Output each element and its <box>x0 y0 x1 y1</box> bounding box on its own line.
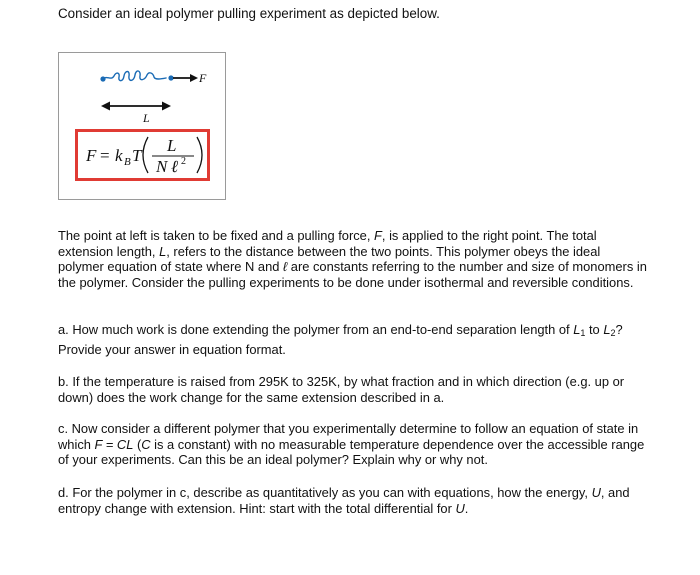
qd-var-u2: U <box>455 500 465 516</box>
question-c <box>58 421 648 468</box>
qa-text-1: a. How much work is done extending the polymer from an end-to-end separation length of <box>58 322 574 337</box>
qd-text-2: , and entropy change with extension. Hint: start with the total differential for <box>58 485 630 516</box>
main-text-1: The point at left is taken to be fixed and a pulling force, <box>58 228 375 243</box>
intro-text: Consider an ideal polymer pulling experiment as depicted below. <box>58 6 440 21</box>
eq-right-paren-icon <box>197 137 202 173</box>
main-var-l: L <box>159 243 167 259</box>
eq-temp: T <box>132 146 142 165</box>
question-a <box>58 322 648 357</box>
eq-lhs: F <box>86 146 97 165</box>
qd-var-u: U <box>591 485 601 500</box>
qa-text-3: ? Provide your answer in equation format. <box>58 322 623 357</box>
qd-text-1: d. For the polymer in c, describe as quantitatively as you can with equations, how the energy, <box>58 485 592 500</box>
main-text-4: are constants referring to the number and size of monomers in the polymer. Consider the pulling experiments to be done under isothermal and reversible conditions. <box>58 259 647 290</box>
equation-box <box>75 129 210 181</box>
qc-text-2: ( <box>133 436 142 452</box>
pulled-point-icon <box>168 75 173 80</box>
qa-var-l2-sub: 2 <box>610 328 616 338</box>
main-text-3: , refers to the distance between the two points. This polymer obeys the ideal polymer equation of state where N and <box>58 243 601 274</box>
qa-var-l2: L <box>603 322 611 337</box>
eq-equals: = <box>100 146 110 165</box>
main-var-f: F <box>374 228 382 243</box>
eq-denominator-n: N <box>156 157 168 176</box>
eq-left-paren-icon <box>143 137 148 173</box>
qd-text-3: . <box>464 500 469 516</box>
qa-var-l1-sub: 1 <box>580 328 586 338</box>
main-var-ell: ℓ <box>283 259 288 274</box>
qa-var-l1: L <box>573 322 581 337</box>
main-paragraph <box>58 228 648 290</box>
qc-equation: F = CL <box>94 436 134 452</box>
eq-denominator-exp: 2 <box>181 156 186 167</box>
length-arrowhead-left-icon <box>101 102 110 111</box>
eq-numerator: L <box>167 136 177 155</box>
polymer-figure <box>58 52 226 200</box>
qa-text-2: to <box>585 322 604 337</box>
polymer-chain-icon <box>103 71 166 81</box>
main-text-2: , is applied to the right point. The total extension length, <box>58 228 597 259</box>
force-label: F <box>199 71 207 85</box>
eq-k: k <box>115 146 123 165</box>
equation-of-state <box>78 132 207 178</box>
eq-k-sub: B <box>124 156 131 168</box>
qc-var-c: C <box>141 436 151 452</box>
question-d <box>58 485 648 516</box>
length-arrowhead-right-icon <box>162 102 171 111</box>
eq-denominator-l: ℓ <box>171 157 179 176</box>
qc-text-1: c. Now consider a different polymer that you experimentally determine to follow an equation of state in which <box>58 421 639 452</box>
qc-text-3: is a constant) with no measurable temperature dependence over the accessible range of your experiments. Can this be an ideal polymer? Explain why or why not. <box>58 436 645 467</box>
length-label: L <box>143 111 150 125</box>
force-arrowhead-icon <box>190 74 198 82</box>
question-b: b. If the temperature is raised from 295K to 325K, by what fraction and in which direction (e.g. up or down) does the work change for the same extension described in a. <box>58 374 625 405</box>
